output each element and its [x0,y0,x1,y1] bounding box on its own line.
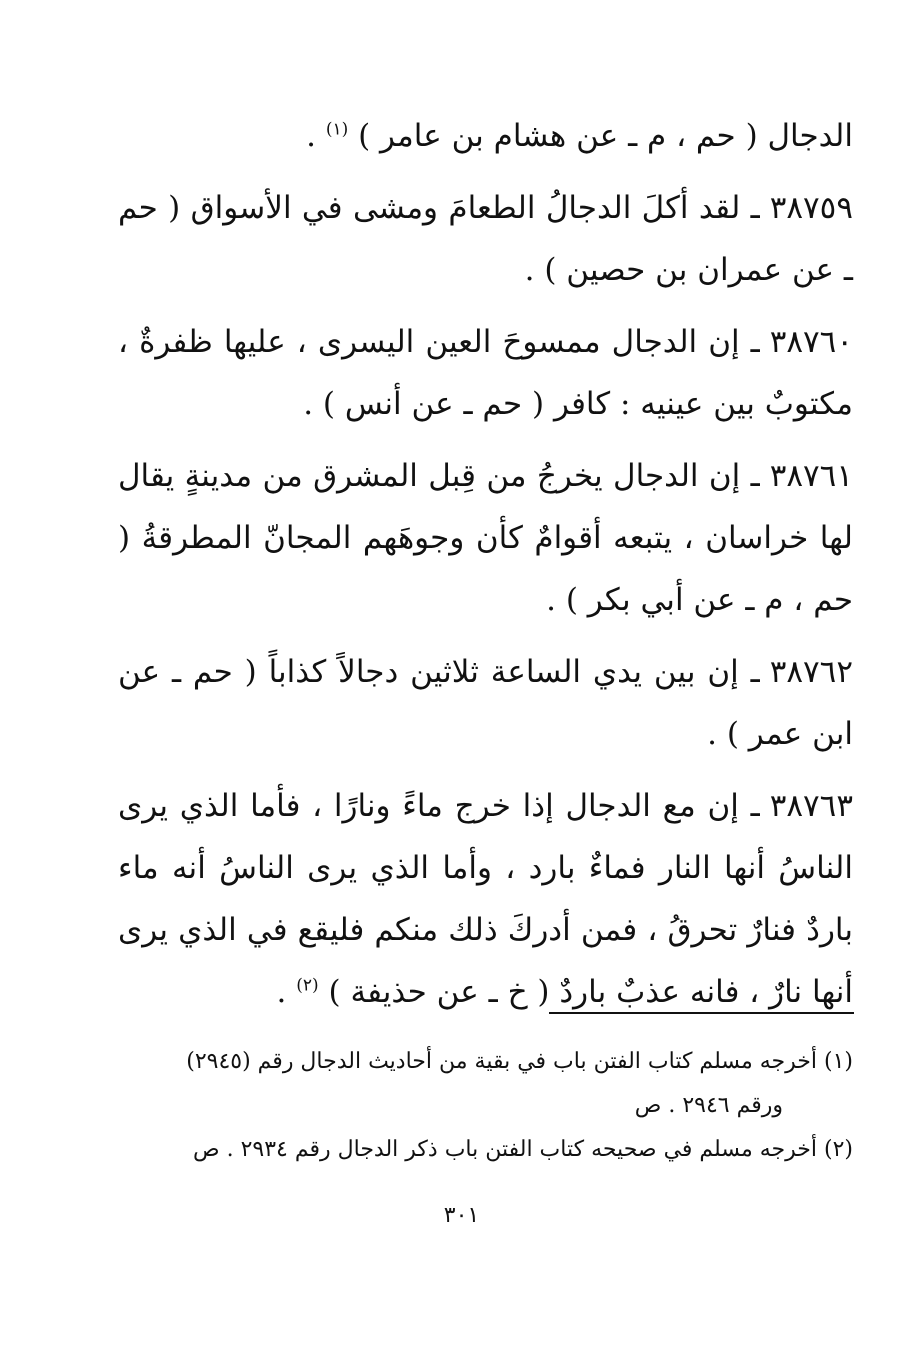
hadith-38760 [118,311,853,435]
hadith-number: ٣٨٧٦٢ [769,654,853,690]
footnote-ref: (١) [325,119,349,140]
footnote-1 [140,1040,853,1084]
footnote-ref: (٢) [296,975,319,996]
footnote-line: (١) أخرجه مسلم كتاب الفتن باب في بقية من أحاديث الدجال رقم (٢٩٤٥) [186,1049,853,1074]
hadith-38763 [118,775,853,1023]
main-text [118,105,853,1033]
footnotes [140,1040,853,1172]
hadith-38762 [118,641,853,765]
paragraph-text: ـ لقد أكلَ الدجالُ الطعامَ ومشى في الأسواق ( حم ـ عن عمران بن حصين ) . [118,190,853,288]
hadith-number: ٣٨٧٦٣ [769,788,853,824]
footnote-1-continuation [140,1084,853,1128]
hadith-38759 [118,177,853,301]
paragraph-continuation [118,105,853,167]
hadith-number: ٣٨٧٥٩ [769,190,853,226]
paragraph-tail: . [306,118,326,154]
hadith-38761 [118,445,853,631]
hadith-number: ٣٨٧٦١ [769,458,853,494]
footnote-line: ورقم ٢٩٤٦ . ص [634,1093,783,1118]
footnote-2 [140,1128,853,1172]
paragraph-text: ـ إن مع الدجال إذا خرج ماءً ونارًا ، فأما الذي يرى الناسُ أنها النار فماءٌ بارد ، وأما الذي يرى الناسُ أنه ماء باردٌ فنارٌ تحرقُ ، فمن أدركَ ذلك منكم فليقع في الذي يرى أنها نارٌ ، فانه عذبٌ باردٌ ( خ ـ عن حذيفة ) [118,788,853,1010]
footnote-divider [549,1012,854,1014]
page-number: ٣٠١ [443,1203,480,1228]
paragraph-text: ـ إن بين يدي الساعة ثلاثين دجالاً كذاباً ( حم ـ عن ابن عمر ) . [118,654,853,752]
footnote-line: (٢) أخرجه مسلم في صحيحه كتاب الفتن باب ذكر الدجال رقم ٢٩٣٤ . ص [193,1137,853,1162]
paragraph-text: الدجال ( حم ، م ـ عن هشام بن عامر ) [358,118,853,154]
paragraph-text: ـ إن الدجال ممسوحَ العين اليسرى ، عليها ظفرةٌ ، مكتوبٌ بين عينيه : كافر ( حم ـ عن أنس ) . [118,324,853,422]
paragraph-text: ـ إن الدجال يخرجُ من قِبل المشرق من مدينةٍ يقال لها خراسان ، يتبعه أقوامٌ كأن وجوهَهم المجانّ المطرقةُ ( حم ، م ـ عن أبي بكر ) . [118,458,853,618]
hadith-number: ٣٨٧٦٠ [769,324,853,360]
paragraph-tail: . [276,974,297,1010]
